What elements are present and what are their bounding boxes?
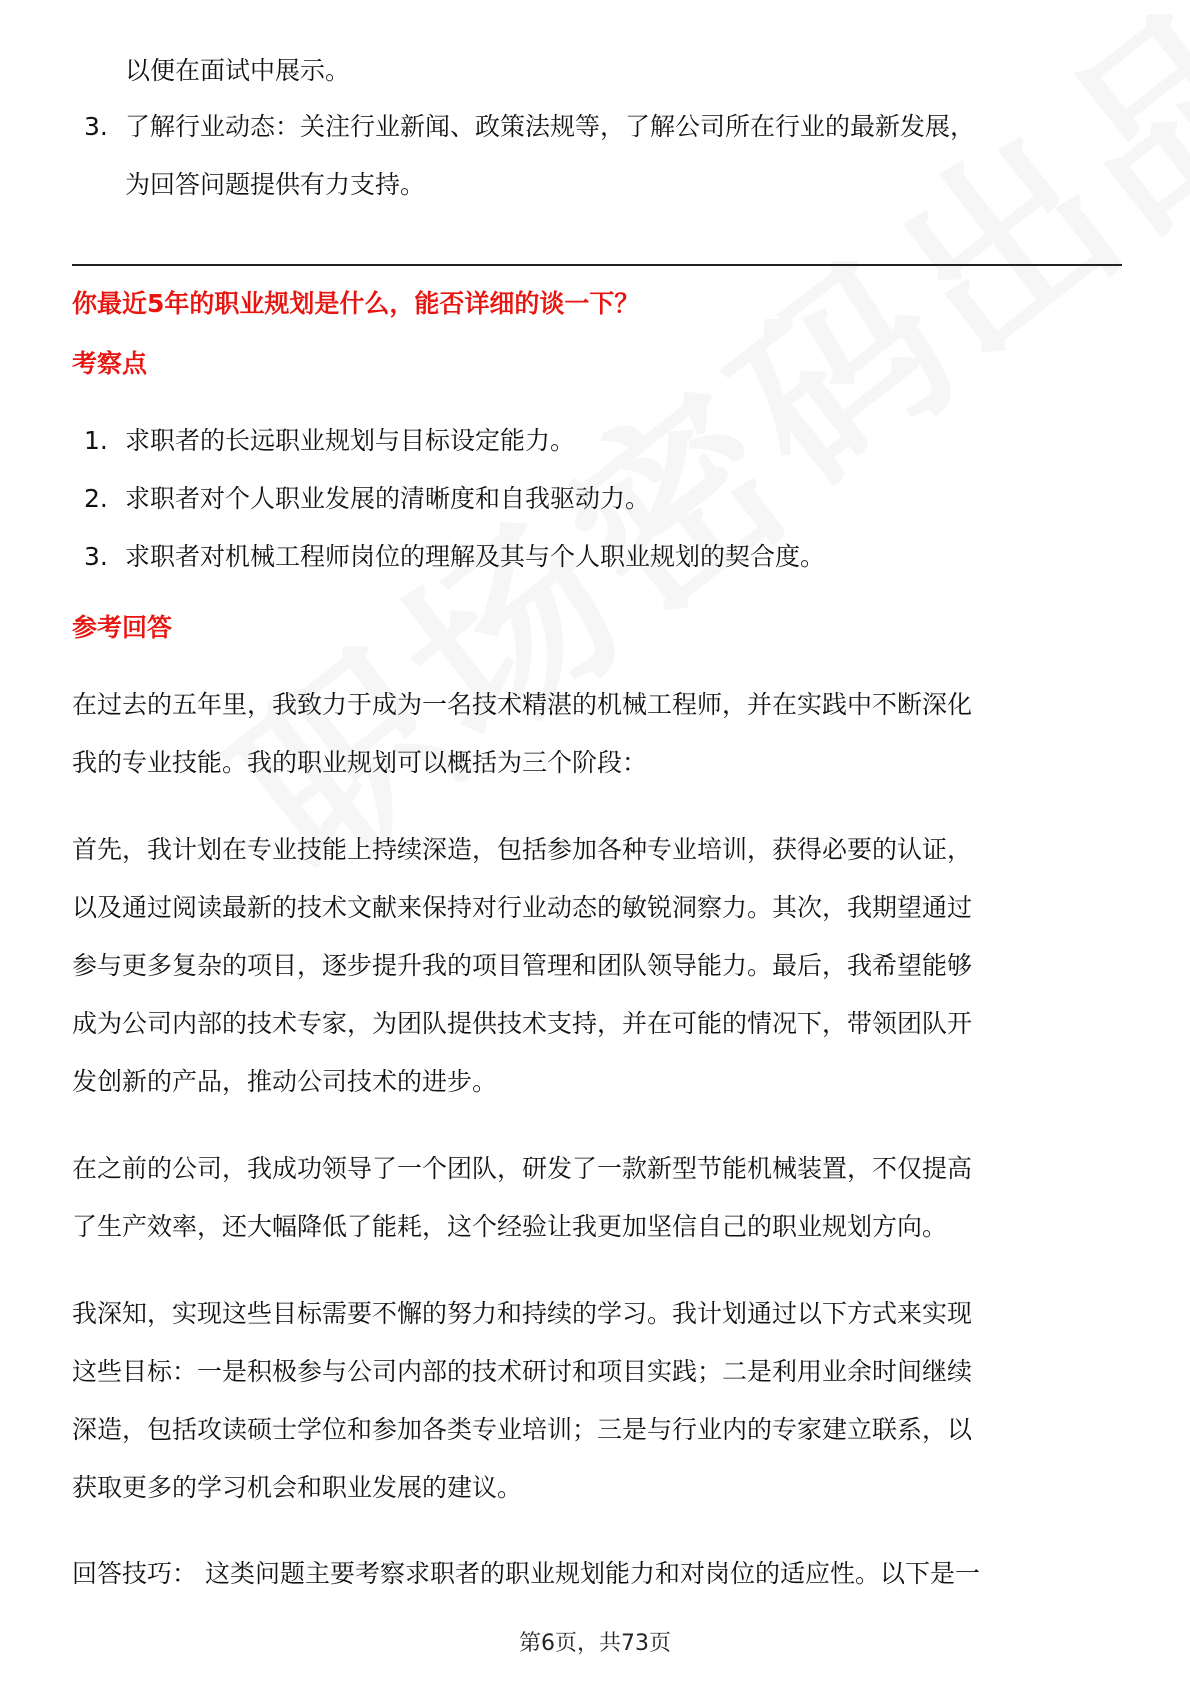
list-item-number: 3. — [84, 542, 108, 571]
list-item — [72, 528, 1122, 586]
answer-heading: 参考回答 — [72, 613, 173, 642]
list-item — [72, 98, 1122, 214]
question-title: 你最近5年的职业规划是什么，能否详细的谈一下？ — [72, 289, 640, 318]
list-item-number: 2. — [84, 484, 108, 513]
paragraph-line: 获取更多的学习机会和职业发展的建议。 — [72, 1473, 523, 1502]
paragraph-line: 参与更多复杂的项目，逐步提升我的项目管理和团队领导能力。最后，我希望能够 — [72, 951, 973, 980]
list-continuation-text: 以便在面试中展示。 — [125, 56, 351, 85]
list-item-number: 3. — [84, 112, 108, 141]
points-heading: 考察点 — [72, 349, 148, 378]
page-number: 第6页，共73页 — [519, 1631, 671, 1656]
paragraph-line: 我深知，实现这些目标需要不懈的努力和持续的学习。我计划通过以下方式来实现 — [72, 1299, 973, 1328]
list-item — [72, 412, 1122, 470]
paragraph-line: 回答技巧： 这类问题主要考察求职者的职业规划能力和对岗位的适应性。以下是一 — [72, 1559, 980, 1588]
answer-paragraph — [72, 1140, 1122, 1256]
answer-paragraph — [72, 821, 1122, 1111]
list-item-text: 求职者的长远职业规划与目标设定能力。 — [125, 426, 576, 455]
list-item-line: 为回答问题提供有力支持。 — [125, 170, 426, 199]
paragraph-line: 以及通过阅读最新的技术文献来保持对行业动态的敏锐洞察力。其次，我期望通过 — [72, 893, 973, 922]
paragraph-line: 成为公司内部的技术专家，为团队提供技术支持，并在可能的情况下，带领团队开 — [72, 1009, 973, 1038]
answer-paragraph — [72, 1285, 1122, 1517]
tips-paragraph — [72, 1545, 1122, 1603]
preparation-list — [72, 98, 1122, 214]
paragraph-line: 在过去的五年里，我致力于成为一名技术精湛的机械工程师，并在实践中不断深化 — [72, 690, 973, 719]
list-item-text: 求职者对机械工程师岗位的理解及其与个人职业规划的契合度。 — [125, 542, 826, 571]
paragraph-line: 我的专业技能。我的职业规划可以概括为三个阶段： — [72, 748, 648, 777]
paragraph-line: 首先，我计划在专业技能上持续深造，包括参加各种专业培训，获得必要的认证， — [72, 835, 973, 864]
paragraph-line: 深造，包括攻读硕士学位和参加各类专业培训；三是与行业内的专家建立联系，以 — [72, 1415, 973, 1444]
section-divider — [72, 264, 1122, 266]
list-item-text: 求职者对个人职业发展的清晰度和自我驱动力。 — [125, 484, 651, 513]
assessment-points-list — [72, 412, 1122, 586]
paragraph-line: 这些目标：一是积极参与公司内部的技术研讨和项目实践；二是利用业余时间继续 — [72, 1357, 973, 1386]
answer-paragraph — [72, 676, 1122, 792]
list-item — [72, 470, 1122, 528]
list-item-line: 了解行业动态：关注行业新闻、政策法规等，了解公司所在行业的最新发展， — [125, 112, 976, 141]
paragraph-line: 了生产效率，还大幅降低了能耗，这个经验让我更加坚信自己的职业规划方向。 — [72, 1212, 948, 1241]
paragraph-line: 发创新的产品，推动公司技术的进步。 — [72, 1067, 498, 1096]
paragraph-line: 在之前的公司，我成功领导了一个团队，研发了一款新型节能机械装置，不仅提高 — [72, 1154, 973, 1183]
list-item-number: 1. — [84, 426, 108, 455]
